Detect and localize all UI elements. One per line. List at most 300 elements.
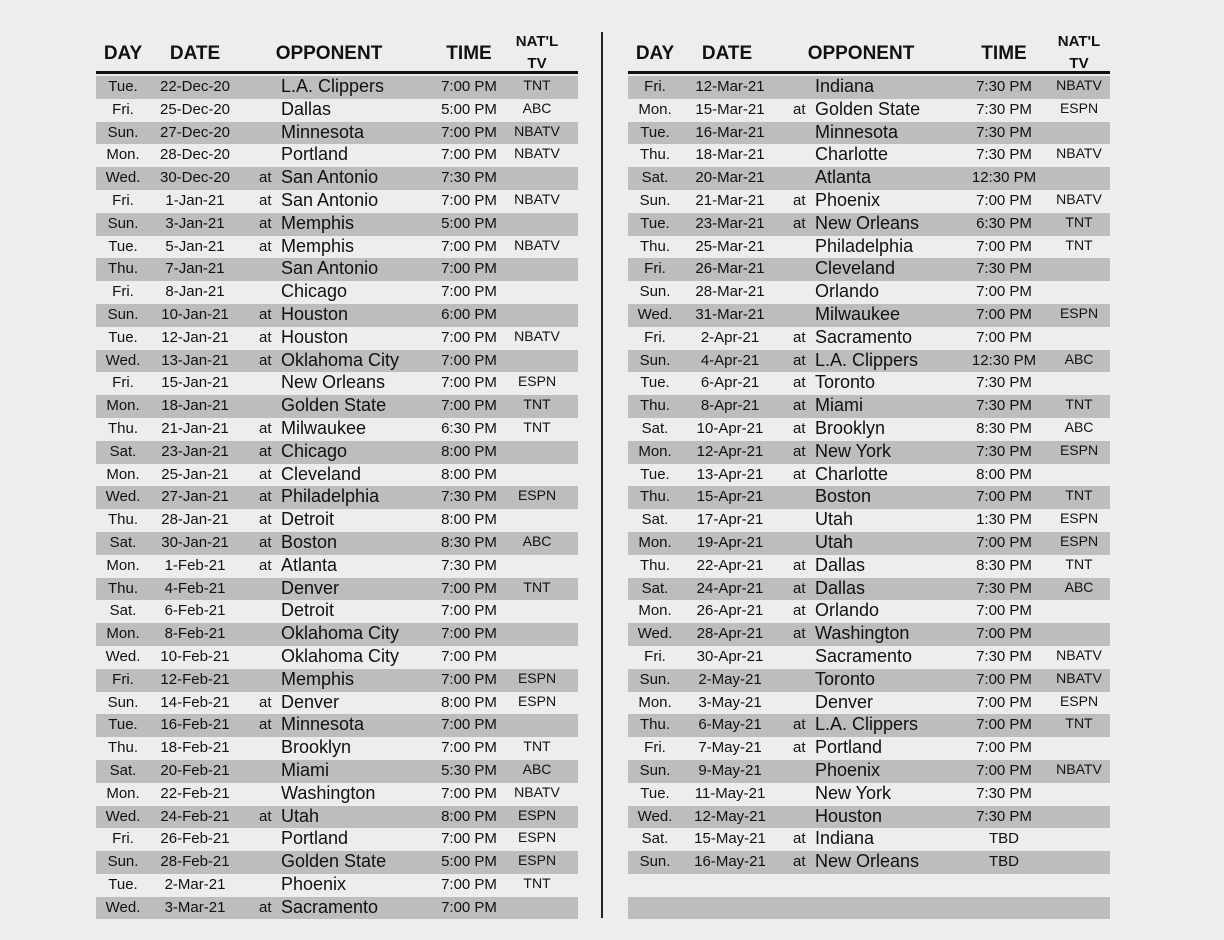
game-date: 4-Apr-21 — [700, 351, 760, 369]
game-opponent: Portland — [281, 828, 349, 849]
game-date: 20-Feb-21 — [160, 761, 230, 779]
game-row — [96, 646, 578, 669]
game-tv: ESPN — [1059, 532, 1099, 549]
game-time: 7:00 PM — [441, 670, 497, 688]
game-row — [628, 646, 1110, 669]
game-row — [628, 327, 1110, 350]
game-away-marker: at — [793, 853, 806, 871]
game-tv: TNT — [523, 578, 551, 595]
game-tv: NBATV — [514, 327, 560, 344]
game-time: 7:00 PM — [441, 123, 497, 141]
game-time: 5:30 PM — [441, 761, 497, 779]
game-opponent: Oklahoma City — [281, 623, 400, 644]
game-row — [96, 851, 578, 874]
game-row — [96, 236, 578, 259]
game-time: 7:00 PM — [976, 739, 1032, 757]
game-time: 7:00 PM — [976, 602, 1032, 620]
game-tv: TNT — [523, 77, 551, 93]
game-tv: ESPN — [517, 692, 557, 709]
game-day: Fri. — [644, 328, 666, 346]
game-time: 7:30 PM — [976, 784, 1032, 802]
game-time: 7:00 PM — [441, 78, 497, 95]
game-away-marker: at — [259, 419, 272, 437]
game-time: 7:00 PM — [976, 670, 1032, 688]
game-row — [628, 623, 1110, 646]
game-day: Mon. — [106, 556, 140, 574]
game-time: 7:00 PM — [441, 260, 497, 278]
game-row — [628, 897, 1110, 920]
game-date: 3-May-21 — [698, 693, 762, 711]
game-row — [628, 418, 1110, 441]
game-opponent: Charlotte — [815, 144, 889, 165]
header-row-left — [96, 0, 578, 76]
game-tv: NBATV — [514, 122, 560, 139]
header-day: DAY — [103, 43, 143, 64]
game-tv: ABC — [522, 532, 552, 549]
game-date: 14-Feb-21 — [160, 693, 230, 711]
game-opponent: Utah — [815, 509, 854, 530]
game-date: 6-May-21 — [698, 716, 762, 734]
game-away-marker: at — [259, 465, 272, 483]
game-day: Fri. — [112, 374, 134, 392]
game-row — [96, 532, 578, 555]
game-time: 7:30 PM — [976, 579, 1032, 597]
game-time: 7:00 PM — [976, 237, 1032, 255]
game-tv: ESPN — [517, 487, 557, 504]
game-day: Thu. — [107, 260, 139, 278]
game-opponent: New York — [815, 440, 892, 461]
game-away-marker: at — [259, 716, 272, 734]
game-opponent: Sacramento — [815, 645, 913, 666]
game-time: 7:00 PM — [976, 625, 1032, 643]
game-opponent: Indiana — [815, 828, 875, 849]
game-day: Sat. — [109, 602, 137, 620]
game-row — [96, 783, 578, 806]
game-away-marker: at — [793, 602, 806, 620]
game-tv: TNT — [1065, 396, 1093, 413]
game-opponent: Milwaukee — [281, 417, 367, 438]
game-day: Sun. — [107, 123, 139, 141]
game-day: Wed. — [105, 898, 141, 916]
game-tv: NBATV — [514, 236, 560, 253]
game-opponent: Philadelphia — [281, 486, 380, 507]
header-opponent: OPPONENT — [807, 43, 915, 64]
game-day: Fri. — [112, 283, 134, 301]
game-tv: TNT — [1065, 236, 1093, 253]
game-date: 13-Jan-21 — [161, 351, 229, 369]
game-row — [96, 372, 578, 395]
game-row — [96, 213, 578, 236]
game-date: 23-Mar-21 — [695, 214, 765, 232]
game-away-marker: at — [793, 716, 806, 734]
game-row — [628, 532, 1110, 555]
game-tv: ESPN — [1059, 692, 1099, 709]
game-away-marker: at — [793, 830, 806, 848]
game-day: Wed. — [105, 169, 141, 187]
game-date: 17-Apr-21 — [696, 511, 764, 529]
game-opponent: Washington — [815, 623, 910, 644]
game-row — [628, 441, 1110, 464]
game-row — [628, 760, 1110, 783]
game-time: 7:00 PM — [441, 146, 497, 164]
game-tv: NBATV — [1056, 77, 1102, 93]
game-tv: ABC — [522, 99, 552, 116]
game-opponent: New Orleans — [815, 851, 920, 872]
game-day: Sun. — [639, 761, 671, 779]
header-tv-line2: TV — [527, 55, 547, 72]
game-away-marker: at — [793, 100, 806, 118]
game-date: 11-May-21 — [694, 784, 766, 802]
game-tv: ESPN — [517, 829, 557, 846]
game-away-marker: at — [793, 556, 806, 574]
game-tv: ESPN — [517, 806, 557, 823]
game-day: Tue. — [640, 784, 670, 802]
game-time: 8:00 PM — [441, 807, 497, 825]
game-tv: NBATV — [1056, 760, 1102, 777]
game-row — [96, 509, 578, 532]
game-time: 7:00 PM — [441, 397, 497, 415]
game-date: 8-Apr-21 — [700, 397, 760, 415]
game-date: 21-Mar-21 — [695, 191, 765, 209]
game-date: 12-Apr-21 — [696, 442, 764, 460]
game-tv: TNT — [1065, 487, 1093, 504]
game-row — [96, 99, 578, 122]
game-date: 15-Mar-21 — [695, 100, 765, 118]
game-date: 7-May-21 — [698, 739, 762, 757]
game-opponent: Detroit — [281, 509, 335, 530]
game-opponent: Memphis — [281, 668, 355, 689]
game-opponent: Indiana — [815, 76, 875, 96]
game-date: 30-Apr-21 — [696, 647, 764, 665]
game-tv: ESPN — [517, 852, 557, 869]
game-opponent: L.A. Clippers — [815, 349, 919, 370]
game-opponent: Toronto — [815, 668, 876, 689]
game-time: 7:30 PM — [976, 146, 1032, 164]
game-row — [96, 144, 578, 167]
game-opponent: Golden State — [281, 851, 387, 872]
game-away-marker: at — [259, 305, 272, 323]
game-opponent: Memphis — [281, 212, 355, 233]
game-day: Fri. — [644, 78, 666, 95]
game-date: 7-Jan-21 — [165, 260, 225, 278]
game-day: Fri. — [112, 830, 134, 848]
game-row — [96, 737, 578, 760]
game-date: 23-Jan-21 — [161, 442, 229, 460]
game-day: Sun. — [107, 214, 139, 232]
header-date: DATE — [169, 43, 221, 64]
game-opponent: Phoenix — [281, 873, 347, 894]
game-away-marker: at — [793, 579, 806, 597]
game-away-marker: at — [793, 328, 806, 346]
game-date: 30-Jan-21 — [161, 533, 229, 551]
game-row — [628, 783, 1110, 806]
game-day: Sun. — [107, 305, 139, 323]
game-day: Tue. — [108, 716, 138, 734]
game-date: 25-Dec-20 — [159, 100, 231, 118]
game-date: 22-Apr-21 — [696, 556, 764, 574]
header-time: TIME — [446, 43, 492, 64]
game-opponent: Boston — [281, 531, 338, 552]
game-tv: TNT — [1065, 213, 1093, 230]
game-opponent: Dallas — [815, 554, 866, 575]
game-opponent: Milwaukee — [815, 303, 901, 324]
game-time: 7:00 PM — [441, 328, 497, 346]
game-away-marker: at — [259, 237, 272, 255]
game-day: Mon. — [638, 100, 672, 118]
game-tv: ESPN — [517, 373, 557, 390]
game-row — [628, 395, 1110, 418]
game-opponent: Minnesota — [281, 121, 365, 142]
game-time: 7:00 PM — [976, 716, 1032, 734]
game-row — [96, 692, 578, 715]
game-row — [628, 578, 1110, 601]
game-opponent: Charlotte — [815, 463, 889, 484]
game-time: 7:30 PM — [976, 78, 1032, 95]
game-date: 9-May-21 — [698, 761, 762, 779]
game-date: 2-Apr-21 — [700, 328, 760, 346]
game-tv: NBATV — [1056, 646, 1102, 663]
game-date: 27-Dec-20 — [159, 123, 231, 141]
game-row — [628, 281, 1110, 304]
game-tv: TNT — [1065, 555, 1093, 572]
game-time: 7:00 PM — [441, 830, 497, 848]
game-opponent: Toronto — [815, 372, 876, 393]
game-day: Tue. — [640, 214, 670, 232]
game-row — [628, 304, 1110, 327]
game-date: 28-Jan-21 — [161, 511, 229, 529]
game-tv: ESPN — [1059, 510, 1099, 527]
header-row-right — [628, 0, 1110, 76]
game-time: 7:00 PM — [976, 191, 1032, 209]
game-time: 7:00 PM — [441, 625, 497, 643]
game-date: 22-Dec-20 — [159, 78, 231, 95]
game-time: TBD — [989, 830, 1019, 848]
game-opponent: Chicago — [281, 281, 348, 302]
game-tv: TNT — [523, 418, 551, 435]
game-date: 12-Jan-21 — [161, 328, 229, 346]
game-row — [96, 578, 578, 601]
game-date: 31-Mar-21 — [695, 305, 765, 323]
game-tv: NBATV — [514, 783, 560, 800]
game-time: TBD — [989, 853, 1019, 871]
game-tv: TNT — [1065, 715, 1093, 732]
game-away-marker: at — [793, 442, 806, 460]
game-away-marker: at — [259, 693, 272, 711]
game-day: Fri. — [644, 260, 666, 278]
game-opponent: Houston — [281, 303, 349, 324]
game-time: 7:00 PM — [441, 579, 497, 597]
game-opponent: L.A. Clippers — [281, 76, 385, 96]
game-opponent: Orlando — [815, 600, 880, 621]
game-row — [628, 213, 1110, 236]
game-day: Wed. — [105, 647, 141, 665]
game-tv: NBATV — [1056, 190, 1102, 207]
game-opponent: Oklahoma City — [281, 645, 400, 666]
game-day: Sat. — [641, 511, 669, 529]
game-time: 6:00 PM — [441, 305, 497, 323]
game-date: 10-Jan-21 — [161, 305, 229, 323]
game-date: 24-Apr-21 — [696, 579, 764, 597]
game-day: Sat. — [641, 419, 669, 437]
game-time: 7:30 PM — [976, 807, 1032, 825]
game-time: 7:00 PM — [441, 374, 497, 392]
header-tv-line1: NAT'L — [1057, 33, 1101, 50]
game-date: 28-Apr-21 — [696, 625, 764, 643]
game-date: 4-Feb-21 — [164, 579, 226, 597]
game-day: Mon. — [106, 784, 140, 802]
game-opponent: Phoenix — [815, 759, 881, 780]
game-away-marker: at — [793, 465, 806, 483]
game-day: Fri. — [644, 739, 666, 757]
game-opponent: Detroit — [281, 600, 335, 621]
game-time: 8:00 PM — [441, 465, 497, 483]
game-row — [96, 897, 578, 920]
schedule-column-left — [96, 0, 578, 917]
game-date: 26-Feb-21 — [160, 830, 230, 848]
game-away-marker: at — [793, 625, 806, 643]
game-day: Mon. — [638, 442, 672, 460]
game-date: 26-Apr-21 — [696, 602, 764, 620]
game-time: 7:00 PM — [976, 328, 1032, 346]
game-date: 1-Feb-21 — [164, 556, 226, 574]
game-date: 3-Mar-21 — [164, 898, 226, 916]
game-opponent: Phoenix — [815, 189, 881, 210]
game-time: 7:00 PM — [976, 533, 1032, 551]
game-day: Tue. — [640, 123, 670, 141]
game-time: 8:30 PM — [441, 533, 497, 551]
game-row — [628, 714, 1110, 737]
game-row — [96, 623, 578, 646]
game-row — [96, 418, 578, 441]
game-opponent: Atlanta — [815, 167, 872, 188]
game-time: 7:00 PM — [441, 191, 497, 209]
game-time: 8:00 PM — [441, 442, 497, 460]
game-date: 25-Mar-21 — [695, 237, 765, 255]
game-tv: ESPN — [1059, 99, 1099, 116]
game-row — [96, 464, 578, 487]
game-row — [96, 874, 578, 897]
game-date: 18-Mar-21 — [695, 146, 765, 164]
game-away-marker: at — [259, 556, 272, 574]
game-opponent: Miami — [281, 759, 329, 780]
game-date: 8-Feb-21 — [164, 625, 226, 643]
game-time: 7:30 PM — [976, 647, 1032, 665]
game-date: 5-Jan-21 — [165, 237, 225, 255]
game-day: Tue. — [108, 328, 138, 346]
game-opponent: Sacramento — [281, 896, 379, 917]
game-day: Tue. — [108, 78, 138, 95]
game-date: 2-Mar-21 — [164, 875, 226, 893]
game-opponent: New Orleans — [281, 372, 386, 393]
game-time: 7:30 PM — [441, 169, 497, 187]
game-day: Mon. — [106, 397, 140, 415]
game-time: 5:00 PM — [441, 100, 497, 118]
game-opponent: Dallas — [281, 98, 332, 119]
game-row — [96, 760, 578, 783]
game-time: 7:00 PM — [976, 761, 1032, 779]
game-row — [96, 828, 578, 851]
game-day: Sat. — [641, 169, 669, 187]
game-away-marker: at — [793, 419, 806, 437]
game-time: 7:30 PM — [441, 488, 497, 506]
game-row — [96, 350, 578, 373]
header-day: DAY — [635, 43, 675, 64]
game-time: 7:00 PM — [441, 716, 497, 734]
header-date: DATE — [701, 43, 753, 64]
game-row — [96, 395, 578, 418]
game-row — [628, 828, 1110, 851]
game-day: Mon. — [106, 625, 140, 643]
game-time: 7:30 PM — [976, 100, 1032, 118]
game-opponent: Utah — [281, 805, 320, 826]
game-opponent: Memphis — [281, 235, 355, 256]
game-tv: ABC — [1064, 418, 1094, 435]
game-time: 7:00 PM — [441, 875, 497, 893]
game-opponent: Minnesota — [281, 714, 365, 735]
game-row — [628, 350, 1110, 373]
game-tv: NBATV — [1056, 669, 1102, 686]
game-away-marker: at — [259, 898, 272, 916]
game-row — [96, 122, 578, 145]
games-list-right — [628, 76, 1110, 919]
game-day: Tue. — [108, 237, 138, 255]
game-opponent: Portland — [281, 144, 349, 165]
game-time: 7:30 PM — [976, 374, 1032, 392]
game-time: 7:00 PM — [441, 898, 497, 916]
game-away-marker: at — [259, 807, 272, 825]
game-tv: ABC — [522, 760, 552, 777]
game-row — [96, 441, 578, 464]
game-time: 7:00 PM — [976, 488, 1032, 506]
game-day: Thu. — [639, 716, 671, 734]
game-away-marker: at — [793, 191, 806, 209]
game-time: 6:30 PM — [441, 419, 497, 437]
game-date: 30-Dec-20 — [159, 169, 231, 187]
game-time: 1:30 PM — [976, 511, 1032, 529]
game-day: Sat. — [109, 533, 137, 551]
game-date: 28-Mar-21 — [695, 283, 765, 301]
game-day: Mon. — [106, 146, 140, 164]
game-opponent: Denver — [815, 691, 874, 712]
game-time: 5:00 PM — [441, 853, 497, 871]
game-time: 7:00 PM — [976, 305, 1032, 323]
game-date: 18-Jan-21 — [161, 397, 229, 415]
game-time: 7:30 PM — [441, 556, 497, 574]
game-opponent: Atlanta — [281, 554, 338, 575]
game-day: Wed. — [105, 351, 141, 369]
game-day: Sun. — [639, 283, 671, 301]
game-date: 8-Jan-21 — [165, 283, 225, 301]
game-opponent: Miami — [815, 395, 863, 416]
header-tv-line1: NAT'L — [515, 33, 559, 50]
games-list-left — [96, 76, 578, 919]
game-day: Thu. — [639, 556, 671, 574]
game-row — [628, 144, 1110, 167]
game-date: 19-Apr-21 — [696, 533, 764, 551]
game-row — [628, 669, 1110, 692]
game-row — [628, 167, 1110, 190]
game-away-marker: at — [793, 374, 806, 392]
game-row — [628, 486, 1110, 509]
game-row — [628, 190, 1110, 213]
game-date: 24-Feb-21 — [160, 807, 230, 825]
game-row — [96, 258, 578, 281]
game-opponent: Golden State — [815, 98, 921, 119]
game-date: 16-May-21 — [694, 853, 766, 871]
game-tv: TNT — [523, 874, 551, 891]
game-time: 7:30 PM — [976, 397, 1032, 415]
game-row — [628, 258, 1110, 281]
